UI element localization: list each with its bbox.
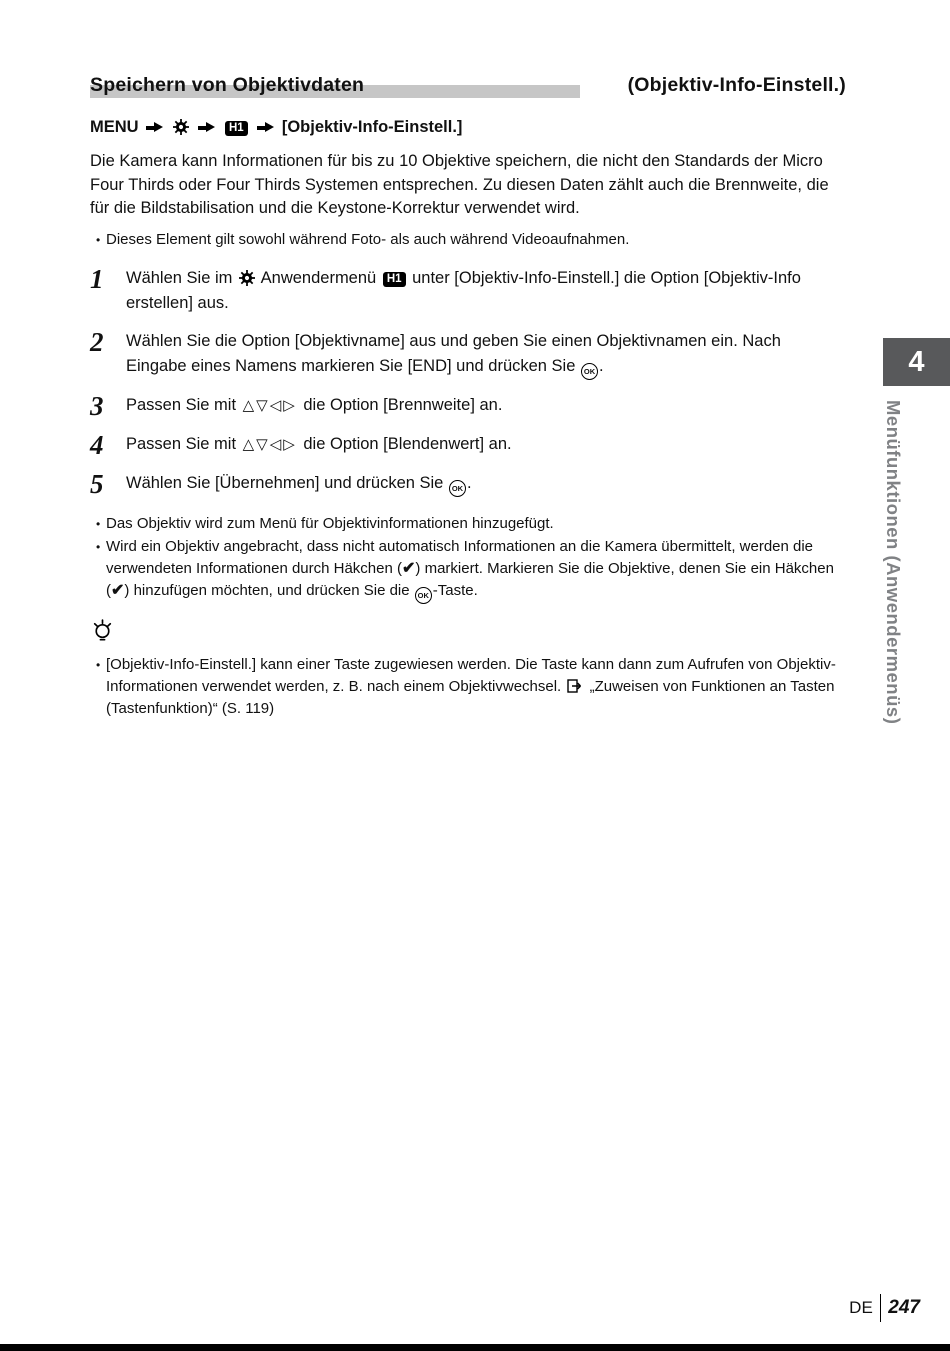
page-content — [90, 74, 846, 720]
menu-arrow-icon — [198, 122, 215, 133]
bullet-marker: • — [96, 539, 101, 554]
custom-menu-gear-icon — [237, 269, 257, 287]
bullet-marker: • — [96, 516, 101, 531]
chapter-title-vertical: Menüfunktionen (Anwendermenüs) — [883, 400, 904, 725]
step-text: Wählen Sie im Anwendermenü H1 unter [Objektiv-Info-Einstell.] die Option [Objektiv-Info erstellen] aus. — [126, 268, 801, 312]
custom-menu-gear-icon — [171, 118, 191, 136]
note-item — [90, 513, 846, 535]
step-text: Wählen Sie die Option [Objektivname] aus und geben Sie einen Objektivnamen ein. Nach Eingabe eines Namens markieren Sie [END] und drücken Sie OK . — [126, 329, 826, 380]
step-5 — [90, 468, 846, 499]
tip-text: [Objektiv-Info-Einstell.] kann einer Taste zugewiesen werden. Die Taste kann dann zum Aufrufen von Objektiv-Informationen verwendet werden, z. B. nach einem Objektivwechsel. „Zuweisen von Funktionen an Tasten (Tastenfunktion)“ (S. 119) — [106, 656, 836, 717]
arrow-pad-icons: △▽◁▷ — [242, 396, 297, 414]
page-title: Speichern von Objektivdaten — [90, 74, 365, 96]
step-2 — [90, 326, 846, 380]
intro-note — [90, 229, 846, 251]
instruction-steps — [90, 263, 846, 499]
bullet-marker: • — [96, 232, 101, 247]
bullet-marker: • — [96, 658, 101, 672]
step-4 — [90, 429, 846, 460]
menu-arrow-icon — [257, 122, 274, 133]
step-text: Wählen Sie [Übernehmen] und drücken Sie OK . — [126, 471, 826, 497]
step-1 — [90, 263, 846, 316]
footer-divider — [880, 1294, 882, 1322]
language-code: DE — [849, 1298, 873, 1317]
custom-menu-h1-badge: H1 — [383, 272, 406, 287]
page-bottom-bar — [0, 1344, 950, 1351]
tips-section-marker — [90, 617, 846, 643]
chapter-number-tab: 4 — [883, 338, 950, 386]
check-mark-icon: ✔ — [402, 559, 416, 577]
step-text: Passen Sie mit △▽◁▷ die Option [Blendenwert] an. — [126, 434, 512, 453]
tip-item — [90, 654, 846, 720]
ok-button-icon: OK — [449, 480, 466, 497]
menu-arrow-icon — [146, 122, 163, 133]
section-heading — [90, 74, 846, 100]
tips-lightbulb-icon — [90, 629, 115, 646]
step-3 — [90, 390, 846, 421]
check-mark-icon: ✔ — [111, 581, 125, 599]
step-number: 3 — [90, 390, 104, 421]
cross-reference-icon — [565, 678, 585, 695]
step-number: 5 — [90, 468, 104, 499]
step-number: 4 — [90, 429, 104, 460]
step-text: Passen Sie mit △▽◁▷ die Option [Brennweite] an. — [126, 395, 503, 414]
ok-button-icon: OK — [415, 587, 432, 604]
notes-list — [90, 513, 846, 605]
ok-button-icon: OK — [581, 363, 598, 380]
page-number: 247 — [888, 1297, 920, 1318]
intro-paragraph: Die Kamera kann Informationen für bis zu 10 Objektive speichern, die nicht den Standards der Micro Four Thirds oder Four Thirds Systemen entsprechen. Zu diesen Daten zählt auch die Brennweite, die für die Bildstabilisation und die Keystone-Korrektur verwendet wird. — [90, 152, 829, 217]
note-text: Das Objektiv wird zum Menü für Objektivinformationen hinzugefügt. — [106, 514, 554, 532]
note-item — [90, 536, 846, 605]
tips-list — [90, 654, 846, 720]
step-number: 1 — [90, 263, 104, 294]
menu-path: MENU H1 [Objektiv-Info-Einstell.] — [90, 118, 463, 136]
custom-menu-h1-badge: H1 — [225, 121, 248, 136]
arrow-pad-icons: △▽◁▷ — [242, 435, 297, 453]
intro-note-text: Dieses Element gilt sowohl während Foto- als auch während Videoaufnahmen. — [106, 230, 630, 248]
page-title-setting-name: (Objektiv-Info-Einstell.) — [627, 74, 846, 96]
note-text: Wird ein Objektiv angebracht, dass nicht automatisch Informationen an die Kamera übermittelt, werden die verwendeten Informationen durch Häkchen (✔) markiert. Markieren Sie die Objektive, denen Sie ein Häkchen (✔) hinzufügen möchten, und drücken Sie die OK -Taste. — [106, 536, 846, 605]
page-footer — [849, 1294, 920, 1322]
step-number: 2 — [90, 326, 104, 357]
